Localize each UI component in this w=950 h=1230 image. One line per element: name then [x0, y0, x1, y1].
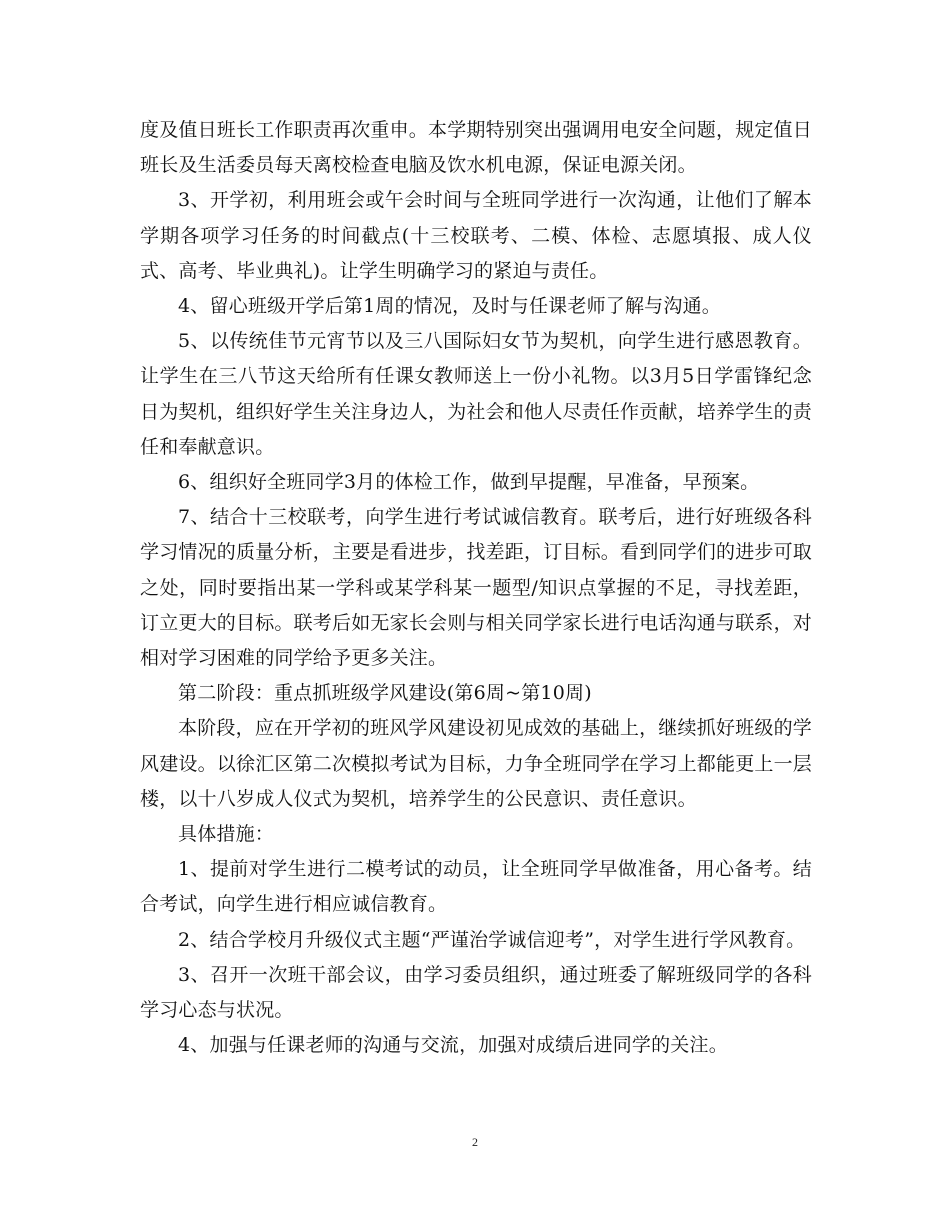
paragraph-item-7-joint-exam: 7、结合十三校联考，向学生进行考试诚信教育。联考后，进行好班级各科学习情况的质量分析，主要是看进步，找差距，订目标。看到同学们的进步可取之处，同时要指出某一学科或某学科某一题型/知识点掌握的不足，寻找差距，订立更大的目标。联考后如无家长会则与相关同学家长进行电话沟通与联系，对相对学习困难的同学给予更多关注。 [140, 506, 813, 670]
paragraph-measure-2: 2、结合学校月升级仪式主题“严谨治学诚信迎考”，对学生进行学风教育。 [178, 928, 806, 951]
document-body [140, 113, 812, 1063]
paragraph-item-6-health-check: 6、组织好全班同学3月的体检工作，做到早提醒，早准备，早预案。 [178, 471, 760, 494]
paragraph-item-3-communication: 3、开学初，利用班会或午会时间与全班同学进行一次沟通，让他们了解本学期各项学习任务的时间截点(十三校联考、二模、体检、志愿填报、成人仪式、高考、毕业典礼)。让学生明确学习的紧迫与责任。 [140, 189, 812, 282]
paragraph-measure-3: 3、召开一次班干部会议，由学习委员组织，通过班委了解班级同学的各科学习心态与状况。 [140, 963, 812, 1022]
paragraph-item-4-week-one: 4、留心班级开学后第1周的情况，及时与任课老师了解与沟通。 [178, 295, 721, 318]
paragraph-stage-two-intro: 本阶段，应在开学初的班风学风建设初见成效的基础上，继续抓好班级的学风建设。以徐汇区第二次模拟考试为目标，力争全班同学在学习上都能更上一层楼，以十八岁成人仪式为契机，培养学生的公民意识、责任意识。 [140, 717, 813, 810]
paragraph-item-5-gratitude: 5、以传统佳节元宵节以及三八国际妇女节为契机，向学生进行感恩教育。让学生在三八节这天给所有任课女教师送上一份小礼物。以3月5日学雷锋纪念日为契机，组织好学生关注身边人，为社会和他人尽责任作贡献，培养学生的责任和奉献意识。 [140, 330, 813, 458]
paragraph-measure-4: 4、加强与任课老师的沟通与交流，加强对成绩后进同学的关注。 [178, 1034, 728, 1057]
paragraph-measure-1: 1、提前对学生进行二模考试的动员，让全班同学早做准备，用心备考。结合考试，向学生进行相应诚信教育。 [140, 858, 812, 916]
section-heading-stage-two: 第二阶段：重点抓班级学风建设(第6周~第10周) [178, 682, 592, 705]
paragraph-duty-continuation: 度及值日班长工作职责再次重申。本学期特别突出强调用电安全问题，规定值日班长及生活委员每天离校检查电脑及饮水机电源，保证电源关闭。 [140, 119, 813, 177]
measures-heading: 具体措施： [178, 823, 275, 846]
page-number: 2 [472, 1135, 478, 1149]
